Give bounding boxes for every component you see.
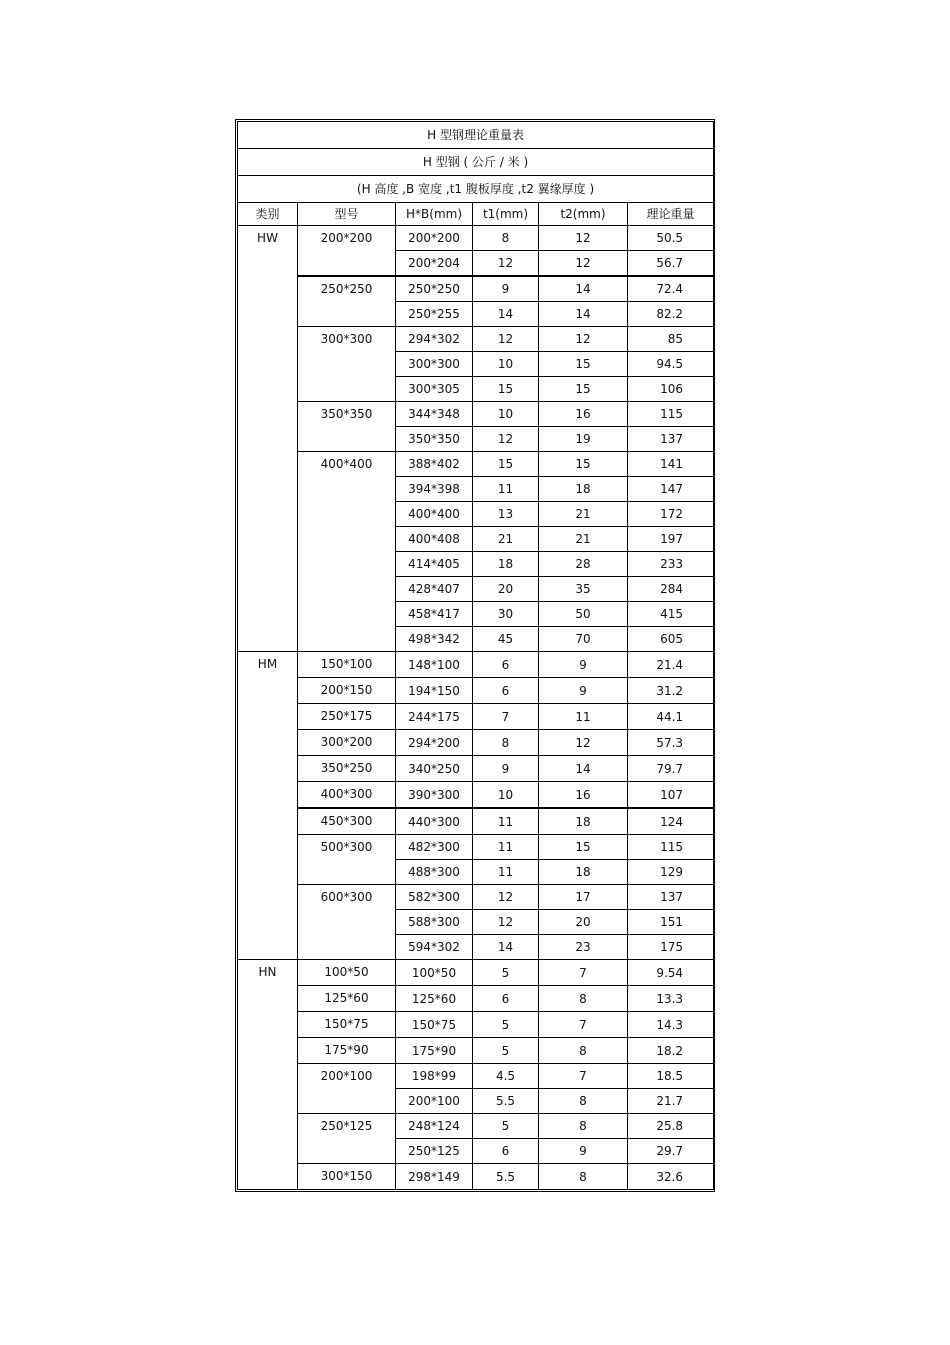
hb-cell: 440*300	[396, 808, 473, 835]
t2-cell: 17	[539, 885, 628, 910]
t2-cell: 9	[539, 678, 628, 704]
t1-cell: 18	[473, 552, 539, 577]
hb-cell: 340*250	[396, 756, 473, 782]
hb-cell: 194*150	[396, 678, 473, 704]
weight-cell: 18.5	[628, 1064, 714, 1089]
t2-cell: 28	[539, 552, 628, 577]
model-cell: 200*100	[298, 1064, 396, 1114]
t2-cell: 15	[539, 835, 628, 860]
t1-cell: 10	[473, 402, 539, 427]
t2-cell: 14	[539, 756, 628, 782]
hb-cell: 400*408	[396, 527, 473, 552]
weight-cell: 82.2	[628, 302, 714, 327]
model-cell: 250*175	[298, 704, 396, 730]
table-row	[238, 1064, 714, 1089]
t1-cell: 15	[473, 452, 539, 477]
weight-cell: 21.4	[628, 652, 714, 678]
model-cell: 200*150	[298, 678, 396, 704]
model-cell: 200*200	[298, 226, 396, 277]
hb-cell: 298*149	[396, 1164, 473, 1190]
category-cell: HN	[238, 960, 298, 1190]
weight-cell: 50.5	[628, 226, 714, 251]
weight-cell: 29.7	[628, 1139, 714, 1164]
weight-table-frame	[235, 119, 715, 1192]
header-model: 型号	[298, 203, 396, 226]
model-cell: 400*400	[298, 452, 396, 652]
t1-cell: 21	[473, 527, 539, 552]
weight-cell: 21.7	[628, 1089, 714, 1114]
weight-cell: 18.2	[628, 1038, 714, 1064]
t1-cell: 12	[473, 327, 539, 352]
table-row	[238, 730, 714, 756]
hb-cell: 350*350	[396, 427, 473, 452]
model-cell: 350*350	[298, 402, 396, 452]
t2-cell: 70	[539, 627, 628, 652]
model-cell: 150*75	[298, 1012, 396, 1038]
category-cell: HM	[238, 652, 298, 960]
t1-cell: 7	[473, 704, 539, 730]
t2-cell: 19	[539, 427, 628, 452]
t2-cell: 12	[539, 327, 628, 352]
weight-cell: 175	[628, 935, 714, 960]
hb-cell: 250*250	[396, 276, 473, 302]
t2-cell: 8	[539, 986, 628, 1012]
weight-cell: 72.4	[628, 276, 714, 302]
model-cell: 100*50	[298, 960, 396, 986]
table-row	[238, 835, 714, 860]
hb-cell: 294*200	[396, 730, 473, 756]
weight-cell: 151	[628, 910, 714, 935]
t1-cell: 45	[473, 627, 539, 652]
t1-cell: 6	[473, 986, 539, 1012]
weight-cell: 25.8	[628, 1114, 714, 1139]
model-cell: 300*300	[298, 327, 396, 402]
t1-cell: 30	[473, 602, 539, 627]
t2-cell: 8	[539, 1089, 628, 1114]
header-category: 类别	[238, 203, 298, 226]
hb-cell: 498*342	[396, 627, 473, 652]
table-subtitle: H 型钢 ( 公斤 / 米 )	[238, 149, 714, 176]
hb-cell: 594*302	[396, 935, 473, 960]
weight-cell: 115	[628, 835, 714, 860]
t2-cell: 18	[539, 477, 628, 502]
t1-cell: 5	[473, 1114, 539, 1139]
t2-cell: 21	[539, 527, 628, 552]
hb-cell: 414*405	[396, 552, 473, 577]
t1-cell: 10	[473, 352, 539, 377]
t1-cell: 6	[473, 652, 539, 678]
table-row	[238, 704, 714, 730]
t1-cell: 13	[473, 502, 539, 527]
table-row	[238, 1164, 714, 1190]
t2-cell: 15	[539, 377, 628, 402]
model-cell: 400*300	[298, 782, 396, 809]
model-cell: 300*150	[298, 1164, 396, 1190]
weight-cell: 115	[628, 402, 714, 427]
hb-cell: 300*305	[396, 377, 473, 402]
t2-cell: 15	[539, 452, 628, 477]
weight-cell: 129	[628, 860, 714, 885]
t1-cell: 12	[473, 910, 539, 935]
t1-cell: 11	[473, 477, 539, 502]
weight-cell: 233	[628, 552, 714, 577]
t1-cell: 14	[473, 935, 539, 960]
table-row	[238, 1038, 714, 1064]
t2-cell: 23	[539, 935, 628, 960]
model-cell: 125*60	[298, 986, 396, 1012]
hb-cell: 482*300	[396, 835, 473, 860]
t1-cell: 12	[473, 251, 539, 277]
hb-cell: 300*300	[396, 352, 473, 377]
t2-cell: 15	[539, 352, 628, 377]
hb-cell: 175*90	[396, 1038, 473, 1064]
header-weight: 理论重量	[628, 203, 714, 226]
category-cell: HW	[238, 226, 298, 652]
table-row	[238, 678, 714, 704]
t1-cell: 9	[473, 756, 539, 782]
t2-cell: 9	[539, 652, 628, 678]
model-cell: 250*250	[298, 276, 396, 327]
weight-cell: 147	[628, 477, 714, 502]
weight-cell: 44.1	[628, 704, 714, 730]
weight-cell: 32.6	[628, 1164, 714, 1190]
header-t2: t2(mm)	[539, 203, 628, 226]
hb-cell: 458*417	[396, 602, 473, 627]
t2-cell: 12	[539, 730, 628, 756]
t1-cell: 15	[473, 377, 539, 402]
hb-cell: 200*100	[396, 1089, 473, 1114]
weight-cell: 13.3	[628, 986, 714, 1012]
t1-cell: 8	[473, 226, 539, 251]
model-cell: 150*100	[298, 652, 396, 678]
weight-cell: 124	[628, 808, 714, 835]
weight-cell: 79.7	[628, 756, 714, 782]
t1-cell: 14	[473, 302, 539, 327]
header-hb: H*B(mm)	[396, 203, 473, 226]
t2-cell: 8	[539, 1038, 628, 1064]
t1-cell: 5	[473, 1012, 539, 1038]
hb-cell: 198*99	[396, 1064, 473, 1089]
hb-cell: 200*200	[396, 226, 473, 251]
weight-cell: 107	[628, 782, 714, 809]
table-row	[238, 1012, 714, 1038]
t1-cell: 6	[473, 1139, 539, 1164]
weight-cell: 31.2	[628, 678, 714, 704]
hb-cell: 390*300	[396, 782, 473, 809]
t1-cell: 5.5	[473, 1089, 539, 1114]
hb-cell: 148*100	[396, 652, 473, 678]
model-cell: 300*200	[298, 730, 396, 756]
t1-cell: 12	[473, 885, 539, 910]
hb-cell: 250*255	[396, 302, 473, 327]
table-row	[238, 885, 714, 910]
hb-cell: 150*75	[396, 1012, 473, 1038]
table-row	[238, 986, 714, 1012]
hb-cell: 294*302	[396, 327, 473, 352]
hb-cell: 394*398	[396, 477, 473, 502]
weight-cell: 9.54	[628, 960, 714, 986]
hb-cell: 344*348	[396, 402, 473, 427]
t2-cell: 16	[539, 402, 628, 427]
t2-cell: 7	[539, 1064, 628, 1089]
weight-cell: 94.5	[628, 352, 714, 377]
hb-cell: 582*300	[396, 885, 473, 910]
h-beam-weight-table	[237, 121, 714, 1190]
model-cell: 250*125	[298, 1114, 396, 1164]
t2-cell: 35	[539, 577, 628, 602]
t2-cell: 9	[539, 1139, 628, 1164]
table-legend: (H 高度 ,B 宽度 ,t1 腹板厚度 ,t2 翼缘厚度 )	[238, 176, 714, 203]
weight-cell: 56.7	[628, 251, 714, 277]
weight-cell: 605	[628, 627, 714, 652]
weight-cell: 85	[628, 327, 714, 352]
t2-cell: 18	[539, 860, 628, 885]
hb-cell: 248*124	[396, 1114, 473, 1139]
hb-cell: 125*60	[396, 986, 473, 1012]
t1-cell: 10	[473, 782, 539, 809]
t1-cell: 12	[473, 427, 539, 452]
t1-cell: 5.5	[473, 1164, 539, 1190]
t1-cell: 11	[473, 835, 539, 860]
t1-cell: 9	[473, 276, 539, 302]
weight-cell: 14.3	[628, 1012, 714, 1038]
table-row	[238, 452, 714, 477]
table-row	[238, 327, 714, 352]
table-row	[238, 226, 714, 251]
t2-cell: 14	[539, 302, 628, 327]
weight-cell: 106	[628, 377, 714, 402]
table-row	[238, 652, 714, 678]
t1-cell: 5	[473, 1038, 539, 1064]
weight-cell: 415	[628, 602, 714, 627]
table-row	[238, 960, 714, 986]
t2-cell: 8	[539, 1114, 628, 1139]
hb-cell: 244*175	[396, 704, 473, 730]
t2-cell: 7	[539, 960, 628, 986]
table-title: H 型钢理论重量表	[238, 122, 714, 149]
model-cell: 350*250	[298, 756, 396, 782]
t1-cell: 4.5	[473, 1064, 539, 1089]
weight-cell: 57.3	[628, 730, 714, 756]
hb-cell: 100*50	[396, 960, 473, 986]
t1-cell: 8	[473, 730, 539, 756]
weight-cell: 137	[628, 885, 714, 910]
model-cell: 450*300	[298, 808, 396, 835]
table-row	[238, 1114, 714, 1139]
model-cell: 500*300	[298, 835, 396, 885]
t2-cell: 21	[539, 502, 628, 527]
t2-cell: 12	[539, 251, 628, 277]
model-cell: 600*300	[298, 885, 396, 960]
t2-cell: 50	[539, 602, 628, 627]
weight-cell: 137	[628, 427, 714, 452]
t2-cell: 20	[539, 910, 628, 935]
hb-cell: 250*125	[396, 1139, 473, 1164]
weight-cell: 197	[628, 527, 714, 552]
t1-cell: 11	[473, 860, 539, 885]
t2-cell: 12	[539, 226, 628, 251]
hb-cell: 388*402	[396, 452, 473, 477]
hb-cell: 488*300	[396, 860, 473, 885]
t2-cell: 18	[539, 808, 628, 835]
hb-cell: 200*204	[396, 251, 473, 277]
t1-cell: 20	[473, 577, 539, 602]
hb-cell: 428*407	[396, 577, 473, 602]
t1-cell: 6	[473, 678, 539, 704]
weight-cell: 141	[628, 452, 714, 477]
t2-cell: 7	[539, 1012, 628, 1038]
t2-cell: 11	[539, 704, 628, 730]
header-t1: t1(mm)	[473, 203, 539, 226]
hb-cell: 400*400	[396, 502, 473, 527]
model-cell: 175*90	[298, 1038, 396, 1064]
t2-cell: 16	[539, 782, 628, 809]
header-row	[238, 203, 714, 226]
weight-cell: 284	[628, 577, 714, 602]
hb-cell: 588*300	[396, 910, 473, 935]
table-row	[238, 756, 714, 782]
table-row	[238, 782, 714, 809]
table-row	[238, 808, 714, 835]
t1-cell: 11	[473, 808, 539, 835]
t2-cell: 8	[539, 1164, 628, 1190]
t2-cell: 14	[539, 276, 628, 302]
t1-cell: 5	[473, 960, 539, 986]
weight-cell: 172	[628, 502, 714, 527]
table-row	[238, 402, 714, 427]
table-row	[238, 276, 714, 302]
